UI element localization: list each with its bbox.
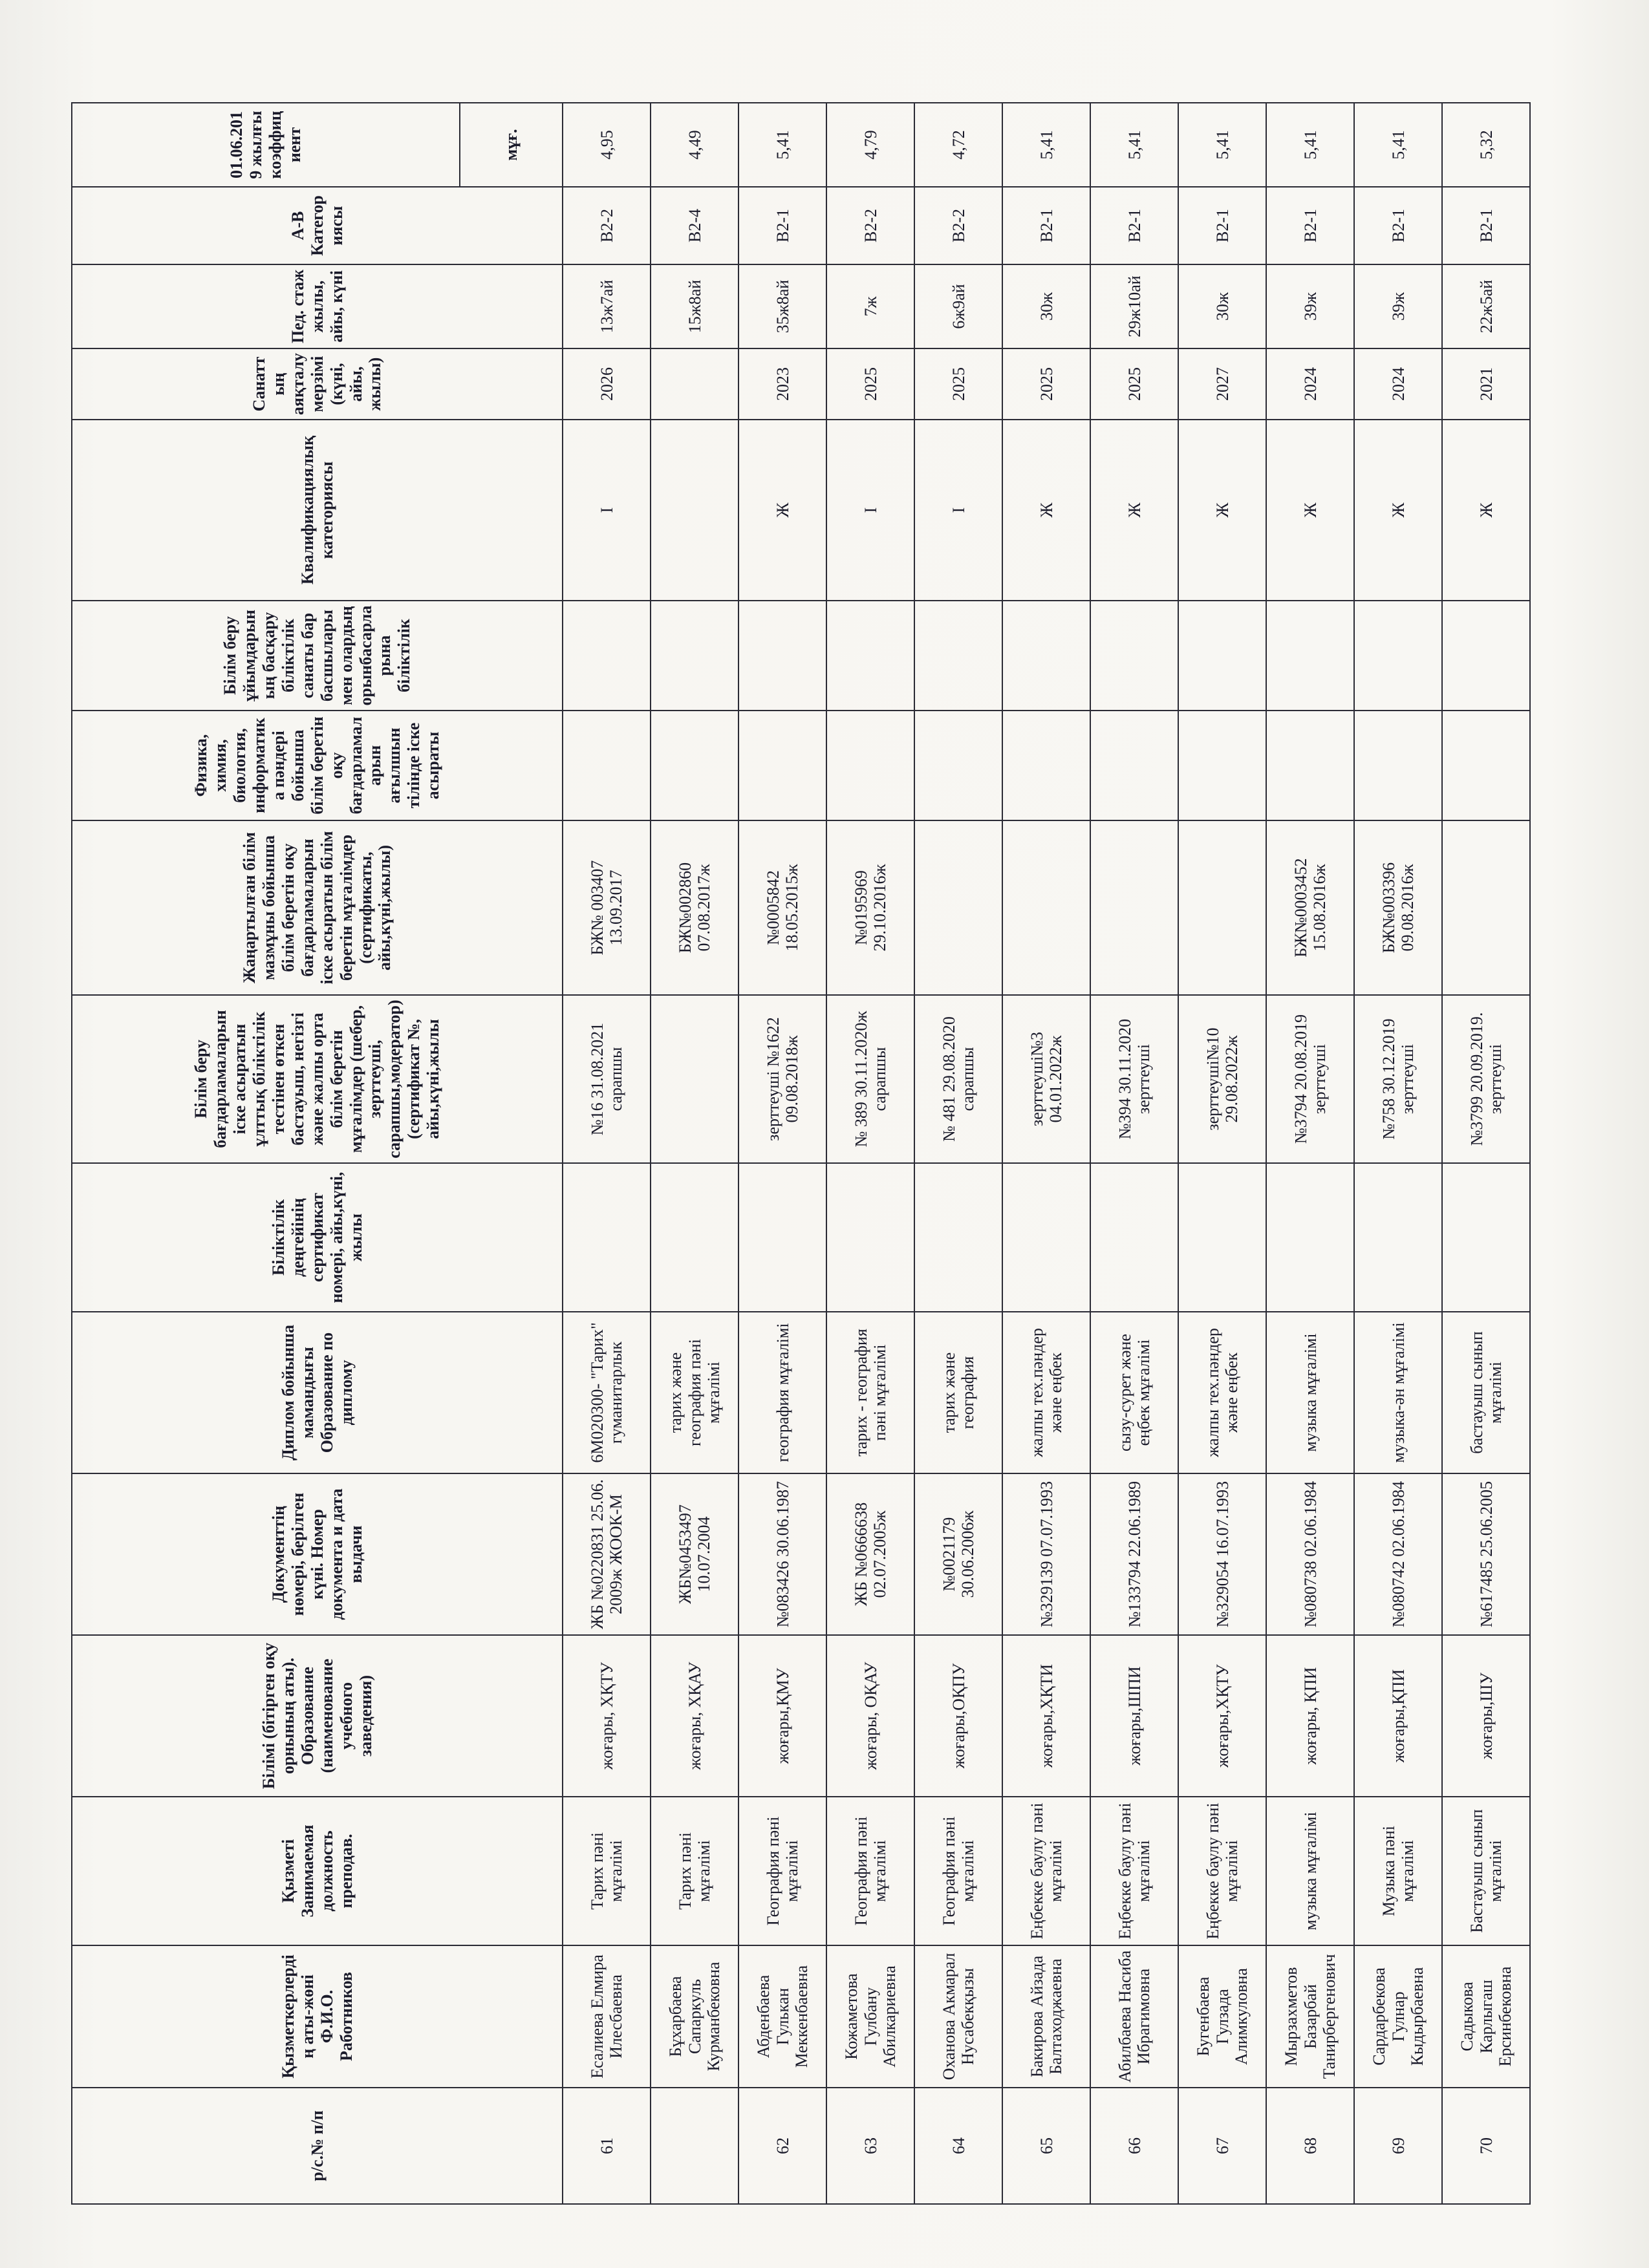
- cell-management: [826, 601, 914, 711]
- cell-num: 66: [1090, 2088, 1178, 2204]
- cell-num: 61: [563, 2088, 651, 2204]
- cell-qual-category: [651, 420, 738, 601]
- table-row: [914, 103, 1002, 2204]
- cell-num: 62: [738, 2088, 826, 2204]
- col-header-num: р/с.№ п/п: [72, 2088, 563, 2204]
- cell-diploma: тарих және география пәні мұғалімі: [651, 1312, 738, 1473]
- cell-ab-category: В2-4: [651, 187, 738, 264]
- cell-education: жоғары,ШУ: [1442, 1635, 1530, 1797]
- cell-physics: [563, 711, 651, 820]
- cell-coef-teacher: 4,79: [826, 103, 914, 187]
- col-header-diploma: Диплом бойынша мамандығы Образование по диплому: [72, 1312, 563, 1473]
- cell-cert-expiry: 2021: [1442, 348, 1530, 420]
- cell-ped-stage: 29ж10ай: [1090, 264, 1178, 348]
- table-row: [1354, 103, 1442, 2204]
- cell-updated-content: [1090, 820, 1178, 995]
- cell-management: [1354, 601, 1442, 711]
- cell-updated-content: БЖ№003396 09.08.2016ж: [1354, 820, 1442, 995]
- table-row: [826, 103, 914, 2204]
- cell-management: [1178, 601, 1266, 711]
- cell-document: №329139 07.07.1993: [1002, 1473, 1090, 1635]
- cell-diploma: жалпы тех.пәндер және еңбек: [1178, 1312, 1266, 1473]
- cell-position: Еңбекке баулу пәні мұғалімі: [1178, 1797, 1266, 1945]
- cell-position: музыка мұғалімі: [1266, 1797, 1354, 1945]
- cell-name: Кожаметова Гулбану Абилкариевна: [826, 1945, 914, 2088]
- cell-num: 69: [1354, 2088, 1442, 2204]
- cell-document: №133794 22.06.1989: [1090, 1473, 1178, 1635]
- cell-diploma: тарих және география: [914, 1312, 1002, 1473]
- cell-document: №0021179 30.06.2006ж: [914, 1473, 1002, 1635]
- cell-program-test: зерттеуші№10 29.08.2022ж: [1178, 995, 1266, 1163]
- cell-updated-content: [1442, 820, 1530, 995]
- col-header-physics: Физика, химия, биология, информатика пәндері бойынша білім беретін оқу бағдарламаларын ағылшын тілінде іске асыраты: [72, 711, 563, 820]
- cell-position: Бастауыш сынып мұғалімі: [1442, 1797, 1530, 1945]
- cell-coef-teacher: 5,41: [1002, 103, 1090, 187]
- cell-coef-teacher: 4,95: [563, 103, 651, 187]
- cell-cert-expiry: 2025: [826, 348, 914, 420]
- cell-qual-category: І: [914, 420, 1002, 601]
- table-row: [1002, 103, 1090, 2204]
- col-header-ab-category: А-В Категориясы: [72, 187, 563, 264]
- cell-ab-category: В2-1: [1266, 187, 1354, 264]
- cell-ped-stage: 22ж5ай: [1442, 264, 1530, 348]
- cell-program-test: зерттеуші№3 04.01.2022ж: [1002, 995, 1090, 1163]
- cell-cert-level: [1002, 1163, 1090, 1312]
- cell-education: жоғары,ШПИ: [1090, 1635, 1178, 1797]
- col-header-education: Білімі (бітірген оқу орнының аты). Образование (наименование учебного заведения): [72, 1635, 563, 1797]
- cell-qual-category: Ж: [1002, 420, 1090, 601]
- col-header-cert-level: Біліктілік деңгейінің сертификат номері, айы,күні, жылы: [72, 1163, 563, 1312]
- cell-program-test: №394 30.11.2020 зерттеуші: [1090, 995, 1178, 1163]
- cell-coef-teacher: 4,49: [651, 103, 738, 187]
- cell-coef-teacher: 5,32: [1442, 103, 1530, 187]
- cell-management: [1090, 601, 1178, 711]
- cell-physics: [1090, 711, 1178, 820]
- table-row: [563, 103, 651, 2204]
- col-header-name: Қызметкерлердің аты-жөні Ф.И.О. Работников: [72, 1945, 563, 2088]
- cell-management: [1266, 601, 1354, 711]
- cell-diploma: музыка-ән мұғалімі: [1354, 1312, 1442, 1473]
- cell-cert-expiry: 2023: [738, 348, 826, 420]
- col-header-updated-content: Жаңартылған білім мазмұны бойынша білім беретін оқу бағдарламаларын іске асыратын білім беретін мұғалімдер (сертификаты, айы,күні,жылы): [72, 820, 563, 995]
- cell-diploma: география мұғалімі: [738, 1312, 826, 1473]
- cell-document: №080738 02.06.1984: [1266, 1473, 1354, 1635]
- cell-cert-level: [1090, 1163, 1178, 1312]
- cell-education: жоғары,ҚПИ: [1354, 1635, 1442, 1797]
- cell-cert-level: [738, 1163, 826, 1312]
- col-header-qual-category: Квалификациялық категориясы: [72, 420, 563, 601]
- staff-register-table: [71, 102, 1531, 2205]
- cell-diploma: жалпы тех.пәндер және еңбек: [1002, 1312, 1090, 1473]
- cell-diploma: 6М020300- "Тарих" гуманитарлык: [563, 1312, 651, 1473]
- cell-cert-level: [826, 1163, 914, 1312]
- cell-diploma: музыка мұғалімі: [1266, 1312, 1354, 1473]
- cell-num: 68: [1266, 2088, 1354, 2204]
- cell-management: [1442, 601, 1530, 711]
- cell-cert-expiry: 2026: [563, 348, 651, 420]
- cell-cert-expiry: 2024: [1266, 348, 1354, 420]
- cell-cert-level: [651, 1163, 738, 1312]
- cell-coef-teacher: 5,41: [1178, 103, 1266, 187]
- cell-physics: [1178, 711, 1266, 820]
- cell-education: жоғары,ХҚТУ: [1178, 1635, 1266, 1797]
- cell-qual-category: Ж: [1178, 420, 1266, 601]
- table-row: [1266, 103, 1354, 2204]
- cell-ped-stage: 6ж9ай: [914, 264, 1002, 348]
- cell-qual-category: І: [563, 420, 651, 601]
- col-header-coefficient: 01.06.2019 жылғы коэффициент: [72, 103, 460, 187]
- cell-position: География пәні мұғалімі: [738, 1797, 826, 1945]
- cell-ped-stage: 7ж: [826, 264, 914, 348]
- cell-qual-category: Ж: [738, 420, 826, 601]
- cell-document: №080742 02.06.1984: [1354, 1473, 1442, 1635]
- cell-management: [914, 601, 1002, 711]
- col-header-position: Қызметі Занимаемая должность преподав.: [72, 1797, 563, 1945]
- cell-ped-stage: 39ж: [1354, 264, 1442, 348]
- col-header-teacher-coef: мұғ.: [460, 103, 563, 187]
- cell-cert-expiry: 2025: [1090, 348, 1178, 420]
- cell-coef-teacher: 5,41: [1354, 103, 1442, 187]
- cell-qual-category: Ж: [1354, 420, 1442, 601]
- cell-cert-level: [563, 1163, 651, 1312]
- cell-name: Абденбаева Гулькан Меккенбаевна: [738, 1945, 826, 2088]
- cell-qual-category: Ж: [1090, 420, 1178, 601]
- cell-name: Бұхарбаева Сапаркуль Курманбековна: [651, 1945, 738, 2088]
- cell-ab-category: В2-1: [1178, 187, 1266, 264]
- cell-updated-content: БЖ№ 003407 13.09.2017: [563, 820, 651, 995]
- cell-updated-content: БЖ№0003452 15.08.2016ж: [1266, 820, 1354, 995]
- cell-physics: [651, 711, 738, 820]
- cell-program-test: № 481 29.08.2020 сарапшы: [914, 995, 1002, 1163]
- cell-document: ЖБ №0220831 25.06. 2009ж ЖООК-М: [563, 1473, 651, 1635]
- cell-education: жоғары, ҚПИ: [1266, 1635, 1354, 1797]
- cell-qual-category: Ж: [1266, 420, 1354, 601]
- cell-ped-stage: 13ж7ай: [563, 264, 651, 348]
- cell-name: Оханова Акмарал Нусабекқызы: [914, 1945, 1002, 2088]
- cell-num: 67: [1178, 2088, 1266, 2204]
- cell-qual-category: Ж: [1442, 420, 1530, 601]
- cell-physics: [1266, 711, 1354, 820]
- cell-program-test: [651, 995, 738, 1163]
- cell-name: Бакирова Айзада Балтаходжаевна: [1002, 1945, 1090, 2088]
- cell-ab-category: В2-1: [1442, 187, 1530, 264]
- cell-ped-stage: 35ж8ай: [738, 264, 826, 348]
- cell-ab-category: В2-2: [914, 187, 1002, 264]
- cell-num: 70: [1442, 2088, 1530, 2204]
- cell-cert-level: [1442, 1163, 1530, 1312]
- cell-document: ЖБ №0666638 02.07.2005ж: [826, 1473, 914, 1635]
- cell-physics: [1354, 711, 1442, 820]
- cell-name: Абилбаева Насиба Ибрагимовна: [1090, 1945, 1178, 2088]
- cell-coef-teacher: 5,41: [1090, 103, 1178, 187]
- cell-position: География пәні мұғалімі: [826, 1797, 914, 1945]
- col-header-program-test: Білім беру бағдарламаларын іске асыратын ұлттық біліктілік тестінен өткен бастауыш, негізгі және жалпы орта білім беретін мұғалімдер (шебер, зерттеуші, сарапшы,модератор)(сертификат №, айы,күні,жылы: [72, 995, 563, 1163]
- table-row: [738, 103, 826, 2204]
- cell-ab-category: В2-2: [826, 187, 914, 264]
- cell-physics: [738, 711, 826, 820]
- cell-name: Бугенбаева Гулзада Алимкуловна: [1178, 1945, 1266, 2088]
- cell-position: География пәні мұғалімі: [914, 1797, 1002, 1945]
- cell-cert-expiry: 2025: [1002, 348, 1090, 420]
- rotated-table-wrapper: [71, 103, 1552, 2205]
- cell-cert-level: [1266, 1163, 1354, 1312]
- cell-coef-teacher: 5,41: [738, 103, 826, 187]
- cell-cert-expiry: 2025: [914, 348, 1002, 420]
- cell-ab-category: В2-1: [738, 187, 826, 264]
- cell-physics: [914, 711, 1002, 820]
- cell-diploma: сызу-сурет және еңбек мұғалімі: [1090, 1312, 1178, 1473]
- cell-updated-content: [1178, 820, 1266, 995]
- cell-document: №329054 16.07.1993: [1178, 1473, 1266, 1635]
- cell-cert-level: [1178, 1163, 1266, 1312]
- cell-education: жоғары, ОҚАУ: [826, 1635, 914, 1797]
- cell-management: [1002, 601, 1090, 711]
- cell-position: Еңбекке баулу пәні мұғалімі: [1090, 1797, 1178, 1945]
- cell-education: жоғары,ХҚТИ: [1002, 1635, 1090, 1797]
- cell-ped-stage: 39ж: [1266, 264, 1354, 348]
- cell-qual-category: І: [826, 420, 914, 601]
- cell-management: [563, 601, 651, 711]
- cell-program-test: №758 30.12.2019 зерттеуші: [1354, 995, 1442, 1163]
- table-row: [1442, 103, 1530, 2204]
- table-row: [1178, 103, 1266, 2204]
- cell-management: [651, 601, 738, 711]
- cell-physics: [826, 711, 914, 820]
- cell-program-test: №16 31.08.2021 сарапшы: [563, 995, 651, 1163]
- cell-updated-content: [914, 820, 1002, 995]
- cell-cert-expiry: [651, 348, 738, 420]
- cell-ab-category: В2-1: [1354, 187, 1442, 264]
- cell-position: Тарих пәні мұғалімі: [563, 1797, 651, 1945]
- cell-updated-content: БЖ№002860 07.08.2017ж: [651, 820, 738, 995]
- cell-updated-content: №0005842 18.05.2015ж: [738, 820, 826, 995]
- col-header-management: Білім беру ұйымдарының басқару біліктілік санаты бар басшылары мен олардың орынбасарларына біліктілік: [72, 601, 563, 711]
- cell-ped-stage: 30ж: [1178, 264, 1266, 348]
- cell-document: №617485 25.06.2005: [1442, 1473, 1530, 1635]
- cell-program-test: №3794 20.08.2019 зерттеуші: [1266, 995, 1354, 1163]
- cell-education: жоғары,ҚМУ: [738, 1635, 826, 1797]
- cell-num: [651, 2088, 738, 2204]
- cell-program-test: зерттеуші №1622 09.08.2018ж: [738, 995, 826, 1163]
- cell-diploma: бастауыш сынып мұғалімі: [1442, 1312, 1530, 1473]
- cell-name: Мырзахметов Базарбай Танирбергенович: [1266, 1945, 1354, 2088]
- cell-position: Еңбекке баулу пәні мұғалімі: [1002, 1797, 1090, 1945]
- cell-management: [738, 601, 826, 711]
- cell-coef-teacher: 4,72: [914, 103, 1002, 187]
- cell-cert-level: [914, 1163, 1002, 1312]
- cell-num: 63: [826, 2088, 914, 2204]
- cell-document: №083426 30.06.1987: [738, 1473, 826, 1635]
- cell-name: Сардарбекова Гулнар Кыдырбаевна: [1354, 1945, 1442, 2088]
- cell-cert-expiry: 2024: [1354, 348, 1442, 420]
- col-header-document: Документтің нөмері, берілген күні. Номер документа и дата выдачи: [72, 1473, 563, 1635]
- cell-diploma: тарих - география пәні мұғалімі: [826, 1312, 914, 1473]
- cell-position: Музыка пәні мұғалімі: [1354, 1797, 1442, 1945]
- col-header-cert-expiry: Санаттың аяқталу мерзімі (күні, айы, жылы): [72, 348, 563, 420]
- cell-education: жоғары, ХҚТУ: [563, 1635, 651, 1797]
- cell-name: Есалиева Елмира Илесбаевна: [563, 1945, 651, 2088]
- cell-num: 64: [914, 2088, 1002, 2204]
- cell-education: жоғары,ОҚПУ: [914, 1635, 1002, 1797]
- table-row: [1090, 103, 1178, 2204]
- cell-physics: [1002, 711, 1090, 820]
- cell-program-test: №3799 20.09.2019. зерттеуші: [1442, 995, 1530, 1163]
- cell-updated-content: [1002, 820, 1090, 995]
- cell-ped-stage: 15ж8ай: [651, 264, 738, 348]
- cell-name: Садыкова Карлыгаш Ерсинбековна: [1442, 1945, 1530, 2088]
- cell-num: 65: [1002, 2088, 1090, 2204]
- cell-ab-category: В2-1: [1090, 187, 1178, 264]
- col-header-ped-stage: Пед. стаж жылы, айы, күні: [72, 264, 563, 348]
- cell-ab-category: В2-2: [563, 187, 651, 264]
- table-row: [651, 103, 738, 2204]
- cell-updated-content: №0195969 29.10.2016ж: [826, 820, 914, 995]
- cell-cert-level: [1354, 1163, 1442, 1312]
- cell-position: Тарих пәні мұғалімі: [651, 1797, 738, 1945]
- cell-coef-teacher: 5,41: [1266, 103, 1354, 187]
- cell-program-test: № 389 30.11.2020ж сарапшы: [826, 995, 914, 1163]
- cell-cert-expiry: 2027: [1178, 348, 1266, 420]
- cell-education: жоғары, ХҚАУ: [651, 1635, 738, 1797]
- cell-ab-category: В2-1: [1002, 187, 1090, 264]
- cell-physics: [1442, 711, 1530, 820]
- cell-document: ЖБ№0453497 10.07.2004: [651, 1473, 738, 1635]
- cell-ped-stage: 30ж: [1002, 264, 1090, 348]
